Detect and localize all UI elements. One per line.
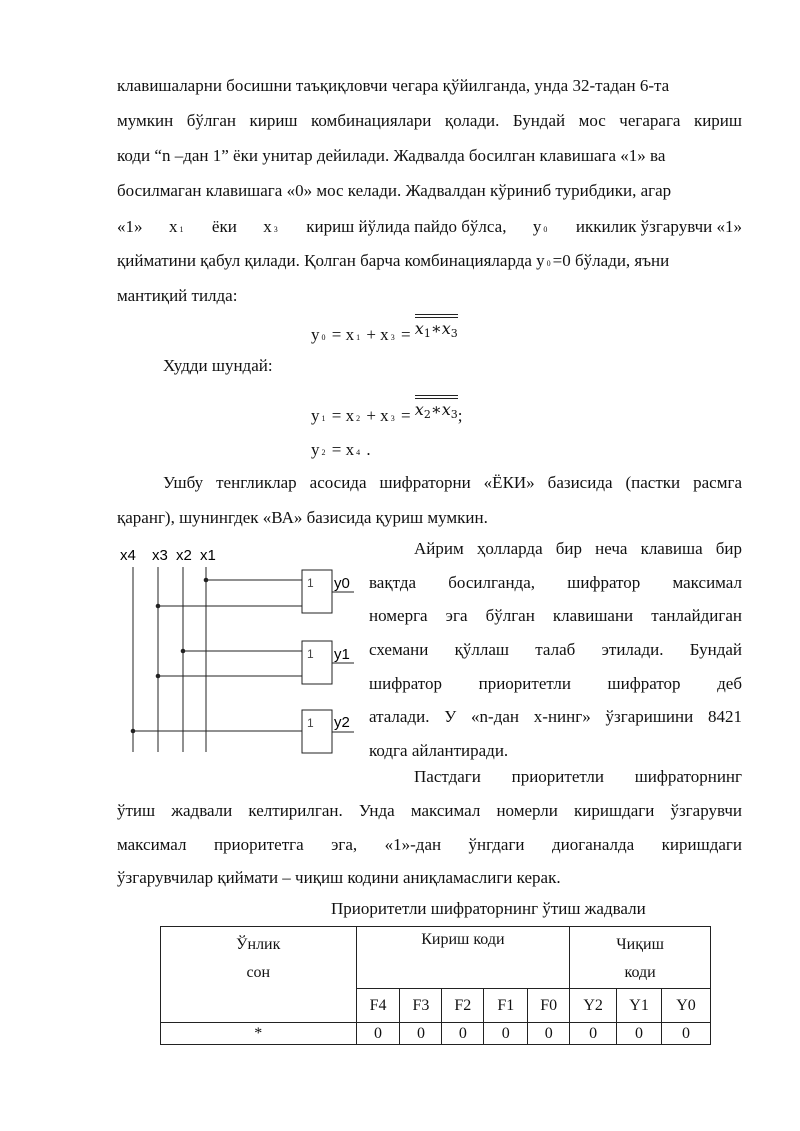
p1-line-4: босилмаган клавишага «0» мос келади. Жадвалдан кўриниб турибдики, агар <box>117 181 672 200</box>
p4-line-4: ўзгарувчилар қиймати – чиқиш кодини аниқламаслиги керак. <box>117 868 561 887</box>
subheader-y2: Y2 <box>570 989 617 1023</box>
junction-x1-y0 <box>204 578 209 583</box>
output-label-y0: y0 <box>334 575 350 592</box>
p1-line-5 <box>117 217 742 237</box>
or-encoder-diagram <box>118 540 363 760</box>
p1-line-1: клавишаларни босишни таъқиқловчи чегара қўйилганда, унда 32-тадан 6-та <box>117 76 670 95</box>
equation-y0: y 0 = x 1 + x 3 = x1∗x3 <box>311 320 458 346</box>
subheader-y0: Y0 <box>662 989 711 1023</box>
cell-f0: 0 <box>528 1023 570 1045</box>
p1-l5-a: «1» <box>117 217 143 236</box>
cell-y0: 0 <box>662 1023 711 1045</box>
cell-f2: 0 <box>442 1023 484 1045</box>
subheader-f4: F4 <box>356 989 400 1023</box>
subheader-f2: F2 <box>442 989 484 1023</box>
gate-symbol-y0: 1 <box>307 576 314 590</box>
junction-x3-y0 <box>156 604 161 609</box>
p3-line-1: Айрим ҳолларда бир неча клавиша бир <box>414 539 742 558</box>
cell-decimal: * <box>161 1023 357 1045</box>
cell-f4: 0 <box>356 1023 400 1045</box>
p2-line-1: Ушбу тенгликлар асосида шифраторни «ЁКИ» базисида (пастки расмга <box>163 473 742 492</box>
input-label-x3: x3 <box>152 547 168 564</box>
p3-line-3: номерга эга бўлган клавишани танлайдиган <box>369 606 742 625</box>
junction-x4-y2 <box>131 729 136 734</box>
p1-line-3: коди “n –дан 1” ёки унитар дейилади. Жадвалда босилган клавишага «1» ва <box>117 146 666 165</box>
junction-x3-y1 <box>156 674 161 679</box>
p1-line-2: мумкин бўлган кириш комбинациялари қолади. Бундай мос чегарага кириш <box>117 111 742 130</box>
equation-y1: y 1 = x 2 + x 3 = x2∗x3; <box>311 401 462 427</box>
subheader-y1: Y1 <box>617 989 662 1023</box>
p3-line-6: аталади. У «n-дан x-нинг» ўзгаришини 8421 <box>369 707 742 726</box>
header-decimal: Ўнлик сон <box>161 927 357 1023</box>
subheader-f3: F3 <box>400 989 442 1023</box>
p1-l5-e: кириш йўлида пайдо бўлса, <box>306 217 507 236</box>
cell-y2: 0 <box>570 1023 617 1045</box>
equation-y2: y 2 = x 4 . <box>311 440 371 459</box>
output-label-y1: y1 <box>334 646 350 663</box>
gate-symbol-y1: 1 <box>307 647 314 661</box>
input-label-x1: x1 <box>200 547 216 564</box>
junction-x2-y1 <box>181 649 186 654</box>
p1-line-6: қийматини қабул қилади. Қолган барча комбинацияларда y 0 =0 бўлади, яъни <box>117 251 670 270</box>
subheader-f1: F1 <box>484 989 528 1023</box>
table-row <box>161 1023 711 1045</box>
cell-f3: 0 <box>400 1023 442 1045</box>
table-caption: Приоритетли шифраторнинг ўтиш жадвали <box>331 899 646 918</box>
input-label-x2: x2 <box>176 547 192 564</box>
subheader-f0: F0 <box>528 989 570 1023</box>
p2-line-2: қаранг), шунингдек «ВА» базисида қуриш мумкин. <box>117 508 488 527</box>
similarly-text: Худди шундай: <box>163 356 273 375</box>
cell-y1: 0 <box>617 1023 662 1045</box>
gate-symbol-y2: 1 <box>307 716 314 730</box>
header-output-code: Чиқиш коди <box>570 927 711 989</box>
p1-l5-y0: y 0 <box>532 217 548 236</box>
p4-line-2: ўтиш жадвали келтирилган. Унда максимал номерли киришдаги ўзгарувчи <box>117 801 742 820</box>
header-input-code: Кириш коди <box>356 927 570 989</box>
p1-l5-c: ёки <box>211 217 237 236</box>
output-label-y2: y2 <box>334 714 350 731</box>
cell-f1: 0 <box>484 1023 528 1045</box>
p3-line-4: схемани қўллаш талаб этилади. Бундай <box>369 640 742 659</box>
p3-line-7: кодга айлантиради. <box>369 741 509 760</box>
p3-line-5: шифратор приоритетли шифратор деб <box>369 674 742 693</box>
p1-l5-x1: x 1 <box>168 217 184 236</box>
priority-encoder-table <box>160 926 711 1045</box>
input-label-x4: x4 <box>120 547 136 564</box>
p4-line-3: максимал приоритетга эга, «1»-дан ўнгдаги диоганалда киришдаги <box>117 835 742 854</box>
p3-line-2: вақтда босилганда, шифратор максимал <box>369 573 742 592</box>
p1-l5-g: иккилик ўзгарувчи «1» <box>575 217 742 236</box>
p4-line-1: Пастдаги приоритетли шифраторнинг <box>414 767 742 786</box>
p1-l5-x3: x 3 <box>263 217 278 236</box>
p1-line-7: мантиқий тилда: <box>117 286 238 305</box>
